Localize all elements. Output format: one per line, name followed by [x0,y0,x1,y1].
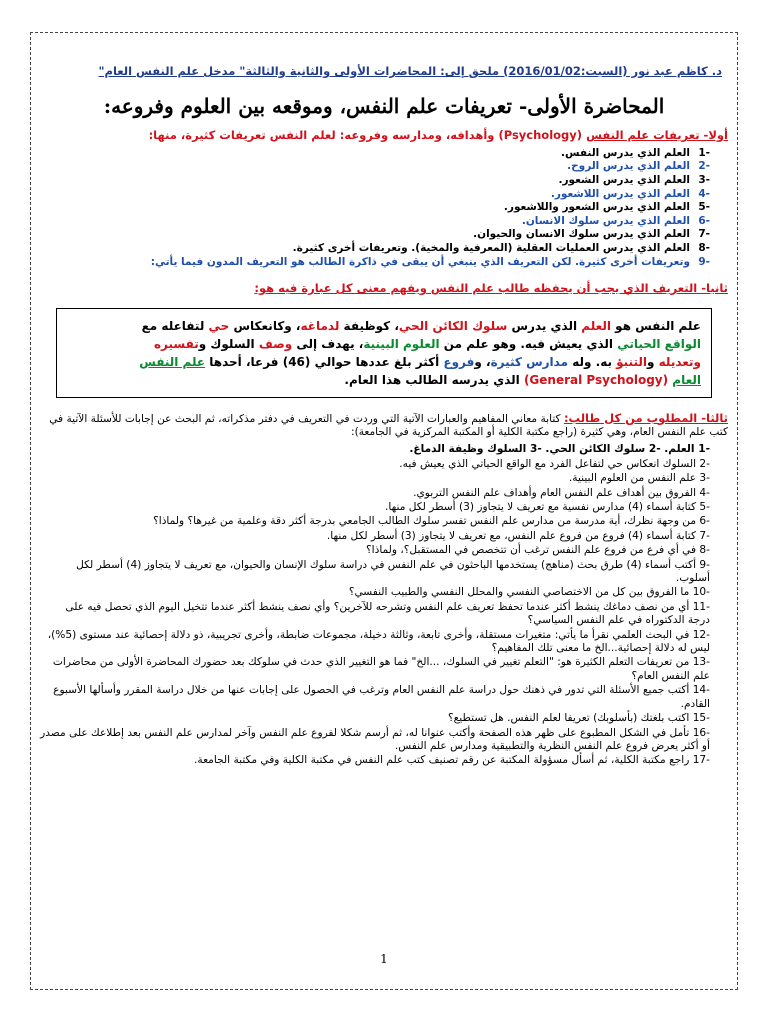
box-text: به. وله [568,354,617,369]
definition-line-1 [67,317,701,335]
question-item: -12 في البحث العلمي نقرأ ما يأتي: متغيرات مستقلة، وأخرى تابعة، وثالثة دخيلة، مجموعات ضابطة، وأخرى تجريبية، ذو دلالة إحصائية عند مستوى (5%)، ليس له دلالة إحصائية...الخ ما معنى تلك المفاهيم؟ [47,628,710,655]
question-item: -13 من تعريفات التعلم الكثيرة هو: "التعلم تغيير في السلوك، ...الخ" فما هو التغيير الذي حدث في سلوكك بعد حضورك المحاضرة الأولى من محاضرات علم النفس العام؟ [52,656,710,682]
section-3-paragraph [40,412,728,440]
question-item: -2 السلوك انعكاس حي لتفاعل الفرد مع الواقع الحياتي الذي يعيش فيه. [399,457,710,470]
definition-text: العلم الذي يدرس الروح. [567,160,690,173]
question-item: -3 علم النفس من العلوم البينية. [568,472,710,485]
box-term: وصف [258,336,293,351]
box-text: لتفاعله مع [141,318,209,333]
definition-text: العلم الذي يدرس سلوك الانسان والحيوان. [473,228,690,241]
question-item: -8 في أي فرع من فروع علم النفس ترغب أن تتخصص في المستقبل؟، ولماذا؟ [366,544,710,557]
box-text: السلوك و [198,336,259,351]
question-item: -17 راجع مكتبة الكلية، ثم أسأل مسؤولة المكتبة عن رقم تصنيف كتب علم النفس في مكتبة الكلية وفي مكتبة الجامعة. [194,754,710,767]
box-term: التنبؤ [616,354,647,369]
definition-number: -2 [698,160,710,173]
box-term: سلوك الكائن الحي [398,318,508,333]
box-term: فروع [443,354,475,369]
definition-number: -4 [698,187,710,200]
definition-number: -5 [698,201,710,214]
definition-text: العلم الذي يدرس الشعور واللاشعور. [503,201,690,214]
definition-item [40,201,710,215]
box-term: تفسيره [153,336,199,351]
definition-text: العلم الذي يدرس العمليات العقلية (المعرفية والمخية). وتعريفات أخرى كثيرة. [292,241,690,254]
question-item: -11 أي من نصف دماغك ينشط أكثر عندما تحفظ تعريف علم النفس وتشرحه للآخرين؟ وأي نصف ينشط أكثر عندما تتخيل اليوم الذي تحصل فيه على درجة الدكتوراه في علم النفس السياسي؟ [65,600,710,627]
question-item: -14 أكتب جميع الأسئلة التي تدور في ذهنك حول دراسة علم النفس العام وترغب في الحصول على إجابات عنها من خلال دراسة المقرر وأسألها الأسبوع القادم. [53,684,710,710]
box-text: علم النفس هو [611,318,701,333]
definition-number: -8 [698,241,710,254]
box-text: و [647,354,659,369]
question-item: -15 اكتب بلغتك (بأسلوبك) تعريفا لعلم النفس. هل تستطيع؟ [448,712,710,725]
question-item: -10 ما الفروق بين كل من الاختصاصي النفسي والمحلل النفسي والطبيب النفسي؟ [348,586,710,599]
definition-text: العلم الذي يدرس الشعور. [558,174,690,186]
section-1-label: أولا- تعريفات علم النفس [586,128,728,143]
document-body [40,40,728,768]
section-1-english: (Psychology) [498,128,583,143]
definition-number: -6 [698,214,710,227]
box-term: لدماغه [300,318,340,333]
definition-text: العلم الذي يدرس سلوك الانسان. [521,214,690,227]
definition-item [40,174,710,188]
box-term: العلوم البينية [363,336,440,351]
definition-item [40,188,710,202]
definition-number: -1 [698,146,710,159]
question-item: -4 الفروق بين أهداف علم النفس العام وأهداف علم النفس التربوي. [413,486,710,499]
lecture-title: المحاضرة الأولى- تعريفات علم النفس، وموقعه بين العلوم وفروعه: [103,94,665,119]
page-number: 1 [380,952,388,966]
box-text: أكثر بلغ عددها حوالي (46) فرعا، أحدها [205,354,444,369]
section-3-text: كتابة معاني المفاهيم والعبارات الآتية التي وردت في التعريف في دفتر مذكراته، ثم البحث عن إجابات للأسئلة الآتية في كتب علم النفس العام، وهي كثيرة (راجع مكتبة الكلية أو المكتبة المركزية في الجامعة): [49,412,728,438]
definition-item [40,242,710,256]
box-term: مدارس كثيرة [490,354,569,369]
box-text: ، وكانعكاس [229,318,301,333]
definition-number: -3 [698,174,710,186]
definition-item [40,160,710,174]
section-1-rest: وأهدافه، ومدارسه وفروعه: لعلم النفس تعريفات كثيرة، منها: [148,128,495,143]
question-item: -16 تأمل في الشكل المطبوع على ظهر هذه الصفحة وأكتب عنوانا له، ثم أرسم شكلا لفروع علم النفس وآخر لمدارس علم النفس بعد إطلاعك على مصدر أو أكثر يعرض فروع علم النفس النظرية والتطبيقية ومدارس علم النفس. [40,726,710,752]
definitions-list [40,147,710,269]
question-item: -6 من وجهة نظرك، أية مدرسة من مدارس علم النفس تفسر سلوك الطالب الجامعي بدرجة أكثر دقة وعلمية من غيرها؟ ولماذا؟ [153,515,710,528]
definition-item [40,215,710,229]
definition-text: العلم الذي يدرس اللاشعور. [550,187,690,200]
box-term: (General Psychology) [523,372,673,387]
section-1-heading [40,128,728,142]
definition-line-3 [67,353,701,371]
box-term: وتعديله [658,354,701,369]
definition-number: -7 [698,228,710,241]
questions-list [40,443,710,767]
box-text: الذي يدرس [507,318,582,333]
definition-item [40,228,710,242]
definition-text: العلم الذي يدرس النفس. [561,146,690,159]
box-text: ، يهدف إلى [292,336,364,351]
definition-number: -9 [698,255,710,268]
question-item: -5 كتابة أسماء (4) مدارس نفسية مع تعريف لا يتجاوز (3) أسطر لكل منها. [385,501,710,513]
question-item: -1 العلم. -2 سلوك الكائن الحي. -3 السلوك وظيفة الدماغ. [409,443,710,456]
box-term: علم النفس [139,354,206,369]
definition-text: وتعريفات أخرى كثيرة. لكن التعريف الذي ينبغي أن يبقى في ذاكرة الطالب هو التعريف المدون فيما يأتي: [150,255,690,268]
box-text: ، كوظيفة [339,318,399,333]
definition-item [40,147,710,161]
section-3-label: ثالثا- المطلوب من كل طالب: [563,410,728,425]
box-text: الذي يدرسه الطالب هذا العام. [344,372,524,387]
question-item: -7 كتابة أسماء (4) فروع من فروع علم النفس، مع تعريف لا يتجاوز (3) أسطر لكل منها. [326,529,710,542]
box-term: حي [208,318,230,333]
box-term: العام [672,372,701,387]
definition-box [56,308,712,398]
box-text: الذي يعيش فيه. وهو علم من [439,336,618,351]
box-text: ، و [474,354,491,369]
definition-line-4 [67,371,701,389]
box-term: العلم [581,318,611,333]
question-item: -9 أكتب أسماء (4) طرق بحث (مناهج) يستخدمها الباحثون في علم النفس في دراسة سلوك الإنسان والحيوان، مع تعريف لا يتجاوز (4) أسطر لكل أسلوب. [76,558,710,585]
definition-item [40,256,710,270]
definition-line-2 [67,335,701,353]
box-term: الواقع الحياتي [617,336,701,351]
document-header: د. كاظم عبد نور (السبت:2016/01/02) ملحق إلى: المحاضرات الأولى والثانية والثالثة" مدخل علم النفس العام" [98,64,722,78]
section-2-heading: ثانيا- التعريف الذي يجب أن يحفظه طالب علم النفس ويفهم معنى كل عبارة فيه هو: [254,281,728,296]
